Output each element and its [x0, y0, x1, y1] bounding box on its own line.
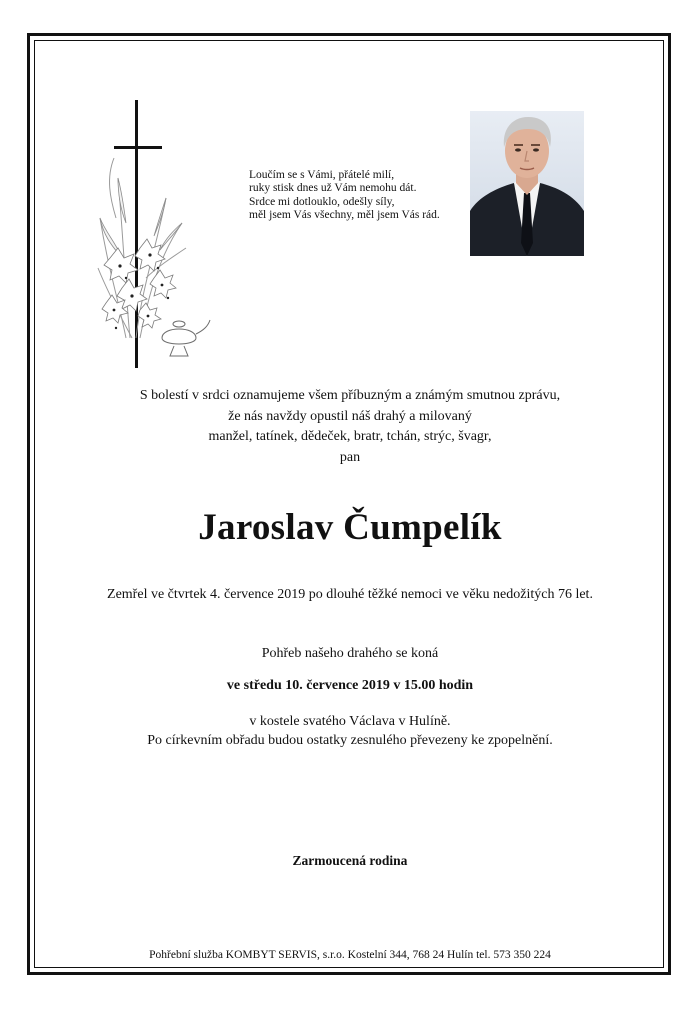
- funeral-place: [40, 712, 660, 750]
- announcement-line: S bolestí v srdci oznamujeme všem příbuzným a známým smutnou zprávu,: [139, 388, 561, 403]
- deceased-name: Jaroslav Čumpelík: [198, 507, 502, 548]
- signature: Zarmoucená rodina: [292, 853, 408, 868]
- portrait-photo: [470, 111, 584, 256]
- poem: [249, 169, 464, 223]
- announcement-line: pan: [339, 449, 361, 465]
- funeral-service-footer: Pohřební služba KOMBYT SERVIS, s.r.o. Kostelní 344, 768 24 Hulín tel. 573 350 224: [149, 949, 551, 961]
- announcement-line: manžel, tatínek, dědeček, bratr, tchán, strýc, švagr,: [208, 429, 492, 444]
- cross-with-lilies-icon: [96, 98, 218, 370]
- poem-line: měl jsem Vás všechny, měl jsem Vás rád.: [249, 209, 440, 222]
- poem-line: ruky stisk dnes už Vám nemohu dát.: [249, 182, 417, 195]
- death-notice: Zemřel ve čtvrtek 4. července 2019 po dlouhé těžké nemoci ve věku nedožitých 76 let.: [107, 587, 593, 602]
- funeral-place-line: v kostele svatého Václava v Hulíně.: [249, 714, 451, 729]
- poem-line: Srdce mi dotlouklo, odešly síly,: [249, 195, 395, 208]
- funeral-place-line: Po církevním obřadu budou ostatky zesnulého převezeny ke zpopelnění.: [147, 733, 553, 748]
- poem-line: Loučím se s Vámi, přátelé milí,: [249, 169, 395, 181]
- announcement: [60, 386, 640, 468]
- funeral-intro: Pohřeb našeho drahého se koná: [261, 646, 439, 661]
- announcement-line: že nás navždy opustil náš drahý a milovaný: [228, 408, 472, 424]
- funeral-datetime: ve středu 10. července 2019 v 15.00 hodin: [226, 678, 474, 693]
